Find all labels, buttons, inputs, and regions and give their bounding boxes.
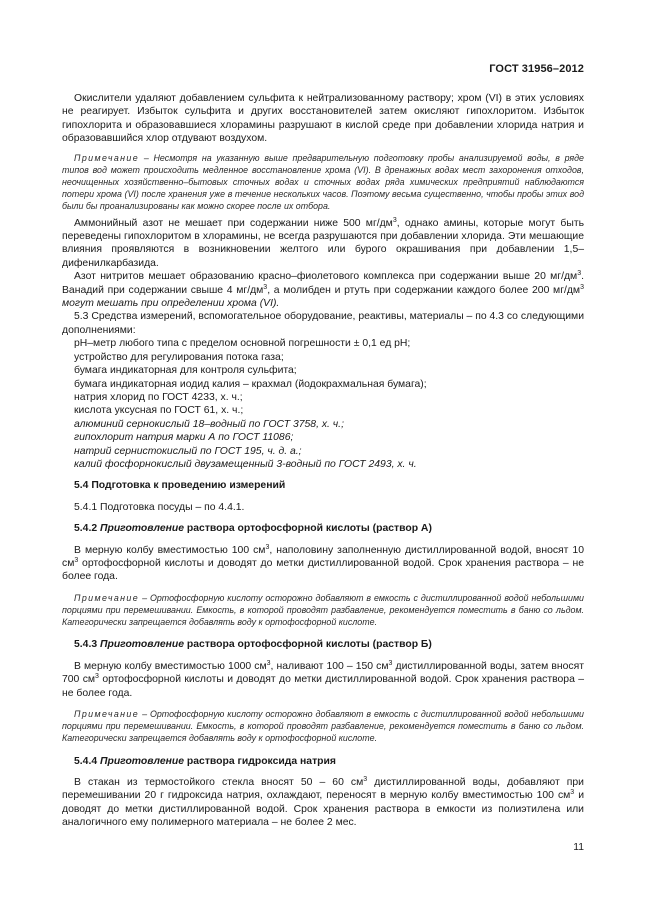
list-item: натрий сернистокислый по ГОСТ 195, ч. д. а.; (74, 445, 302, 457)
paragraph-oxidizers: Окислители удаляют добавлением сульфита к нейтрализованному раствору; хром (VI) в этих условиях не реагирует. Избыток сульфита и других восстановителей затем окисляют гипохлоритом. Избыток гипохлорита и образовавшиеся хлорамины разрушают в кислой среде при добавлении хлорида натрия и образовавшийся хлор отдувают воздухом. (62, 93, 584, 145)
list-item: устройство для регулирования потока газа; (74, 351, 284, 363)
superscript: 3 (577, 270, 582, 278)
note-text: – Ортофосфорную кислоту осторожно добавляют в емкость с дистиллированной водой небольшими порциями при перемешивании. Емкость, в которой проводят разбавление, рекомендуется поместить в баню со льдом. Категорически запрещается добавлять воду к ортофосфорной кислоте. (62, 709, 584, 744)
superscript: 3 (95, 673, 99, 681)
note-text: – Ортофосфорную кислоту осторожно добавляют в емкость с дистиллированной водой небольшими порциями при перемешивании. Емкость, в которой проводят разбавление, рекомендуется поместить в баню со льдом. Категорически запрещается добавлять воду к ортофосфорной кислоте. (62, 592, 584, 628)
section-heading-5-4-3 (62, 638, 584, 651)
superscript: 3 (74, 556, 79, 564)
superscript: 3 (265, 543, 270, 551)
paragraph-ammonium (62, 217, 584, 271)
list-item: гипохлорит натрия марки А по ГОСТ 11086; (74, 432, 294, 444)
note-chromium-reduction (62, 152, 584, 213)
equipment-list (62, 337, 584, 471)
section-number: 5.4.2 (74, 523, 100, 535)
note-text: – Несмотря на указанную выше предварительную подготовку пробы анализируемой воды, в ряде типов вод может происходить медленное восстановление хрома (VI). В дренажных водах мест захоронения отходов, неочищенных хозяйственно–бытовых сточных водах и сточных водах ряда химических предприятий наблюдаются потери хрома (VI) после хранения уже в течение нескольких часов. Поэтому весьма существенно, чтобы пробы этих вод были бы проанализированы как можно скорее после их отбора. (62, 152, 584, 212)
text-span: Аммонийный азот не мешает при содержании ниже 500 мг/дм (74, 217, 393, 229)
list-item: натрия хлорид по ГОСТ 4233, х. ч.; (74, 391, 243, 403)
paragraph-5-4-4 (62, 776, 584, 830)
page-number: 11 (573, 842, 584, 853)
paragraph-nitrites (62, 270, 584, 310)
text-span: , наполовину заполненную дистиллированной водой, вносят 10 см (62, 544, 584, 569)
paragraph-5-4-3 (62, 660, 584, 700)
text-span: В стакан из термостойкого стекла вносят 50 – 60 см (74, 777, 364, 789)
section-title: раствора гидроксида натрия (184, 755, 336, 767)
section-heading-5-4: 5.4 Подготовка к проведению измерений (74, 480, 286, 492)
list-item: алюминий сернокислый 18–водный по ГОСТ 3758, х. ч.; (74, 418, 344, 430)
note-label: Примечание (74, 592, 140, 603)
note-acid-dilution-b (62, 708, 584, 745)
superscript: 3 (363, 776, 368, 784)
text-span: . Ванадий при содержании свыше 4 мг/дм (62, 271, 584, 296)
section-title: раствора ортофосфорной кислоты (раствор Б) (184, 639, 432, 651)
document-code: ГОСТ 31956–2012 (489, 63, 584, 75)
superscript: 3 (263, 283, 268, 291)
section-heading-5-4-4 (62, 755, 584, 768)
text-span: дистиллированной воды, добавляют при перемешивании 20 г гидроксида натрия, охлаждают, переносят в мерную колбу вместимостью 100 см (62, 777, 584, 802)
list-item: бумага индикаторная иодид калия – крахмал (йодокрахмальная бумага); (74, 378, 427, 390)
text-span: дистиллированной воды, затем вносят 700 см (62, 660, 584, 686)
list-item: кислота уксусная по ГОСТ 61, х. ч.; (74, 405, 244, 417)
text-span: , однако амины, которые могут быть переведены гипохлоритом в хлорамины, не всегда разрушаются при добавлении хлорида. Эти мешающие влияния проявляются в возникновении желтого или бурого окрашивания при добавлении 1,5–дифенилкарбазида. (62, 217, 584, 269)
section-emphasis: Приготовление (100, 523, 185, 535)
list-item: рН–метр любого типа с пределом основной погрешности ± 0,1 ед рН; (74, 338, 411, 350)
page-content (62, 92, 584, 830)
paragraph-5-4-2 (62, 544, 584, 584)
section-emphasis: Приготовление (100, 639, 185, 651)
section-heading-5-4-2 (62, 522, 584, 535)
text-span: ортофосфорной кислоты и доводят до метки дистиллированной водой. Срок хранения раствора – не более года. (62, 557, 584, 583)
note-label: Примечание (74, 709, 140, 720)
text-span: В мерную колбу вместимостью 1000 см (74, 660, 267, 672)
text-span: , наливают 100 – 150 см (270, 660, 389, 672)
text-span: Азот нитритов мешает образованию красно–фиолетового комплекса при содержании выше 20 мг/дм (74, 271, 578, 283)
text-span: и доводят до метки дистиллированной водой. Срок хранения раствора в емкости из полиэтилена или аналогичного ему полимерного материала – не более 2 мес. (62, 790, 585, 829)
paragraph-5-3: 5.3 Средства измерений, вспомогательное оборудование, реактивы, материалы – по 4.3 со следующими дополнениями: (62, 311, 584, 336)
text-span: , а молибден и ртуть при содержании каждого более 200 мг/дм (267, 284, 581, 296)
superscript: 3 (392, 216, 397, 224)
list-item: калий фосфорнокислый двузамещенный 3-водный по ГОСТ 2493, х. ч. (74, 458, 417, 470)
section-5-4-1: 5.4.1 Подготовка посуды – по 4.4.1. (74, 501, 245, 513)
text-span: могут мешать при определении хрома (VI). (62, 298, 280, 310)
text-span: В мерную колбу вместимостью 100 см (74, 544, 266, 556)
note-acid-dilution-a (62, 592, 584, 629)
superscript: 3 (388, 659, 393, 667)
section-number: 5.4.4 (74, 755, 100, 767)
list-item: бумага индикаторная для контроля сульфита; (74, 365, 297, 377)
text-span: ортофосфорной кислоты и доводят до метки дистиллированной водой. Срок хранения раствора – не более года. (62, 674, 585, 699)
superscript: 3 (570, 789, 575, 797)
note-label: Примечание (74, 152, 140, 163)
section-emphasis: Приготовление (100, 755, 185, 767)
superscript: 3 (580, 283, 584, 291)
section-title: раствора ортофосфорной кислоты (раствор А) (184, 523, 432, 535)
superscript: 3 (266, 659, 271, 667)
section-number: 5.4.3 (74, 639, 100, 651)
